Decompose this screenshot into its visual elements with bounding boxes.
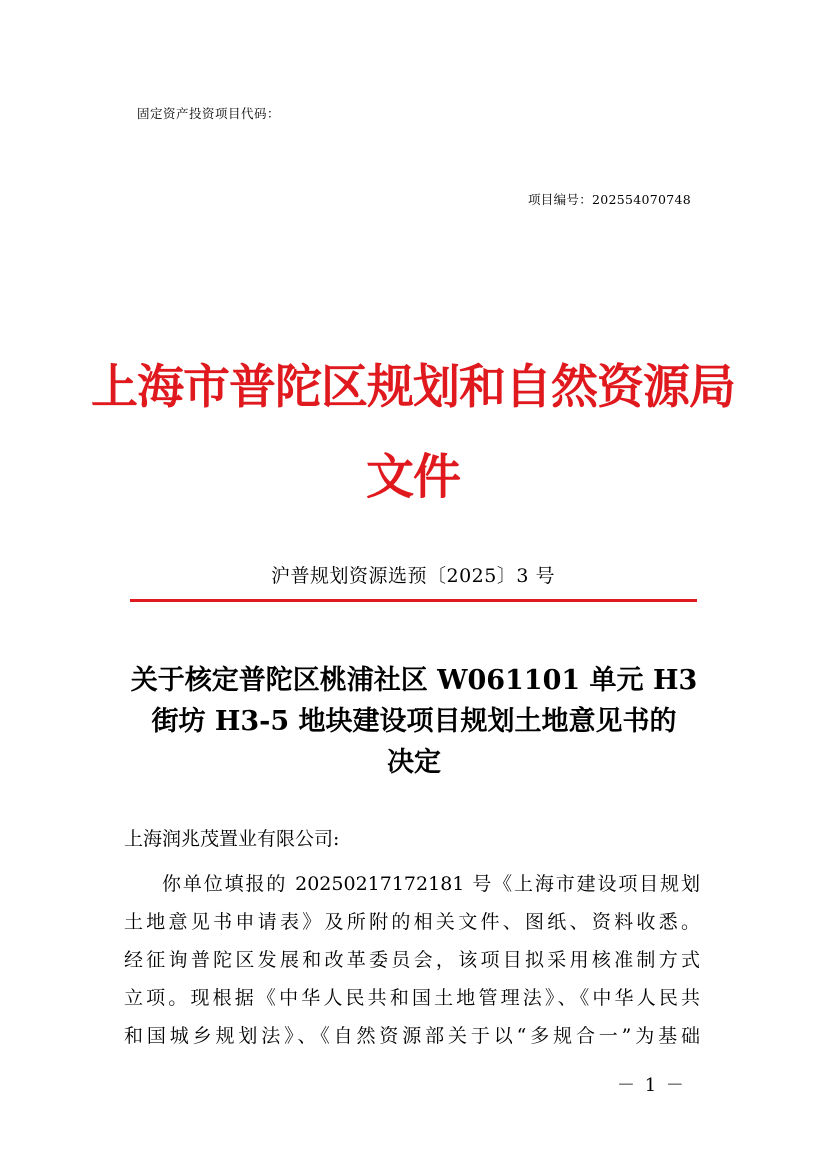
body-line: 经征询普陀区发展和改革委员会，该项目拟采用核准制方式 bbox=[124, 949, 700, 971]
body-paragraph bbox=[124, 865, 700, 1055]
title-line: 决定 bbox=[387, 747, 441, 778]
body-line: 土地意见书申请表》及所附的相关文件、图纸、资料收悉。 bbox=[124, 911, 700, 933]
addressee: 上海润兆茂置业有限公司: bbox=[124, 828, 340, 850]
document-number: 沪普规划资源选预〔2025〕3 号 bbox=[271, 565, 555, 587]
investment-code-label: 固定资产投资项目代码： bbox=[137, 106, 281, 121]
title-line: 关于核定普陀区桃浦社区 W061101 单元 H3 bbox=[130, 665, 698, 696]
page-number: － 1 － bbox=[617, 1075, 686, 1096]
issuing-authority: 上海市普陀区规划和自然资源局 bbox=[91, 360, 735, 415]
body-line: 和国城乡规划法》、《自然资源部关于以“多规合一”为基础 bbox=[124, 1025, 700, 1047]
masthead-red-rule bbox=[130, 599, 697, 602]
body-line: 立项。现根据《中华人民共和国土地管理法》、《中华人民共 bbox=[124, 987, 700, 1009]
document-title bbox=[118, 660, 710, 783]
body-line: 你单位填报的 20250217172181 号《上海市建设项目规划 bbox=[162, 873, 700, 895]
document-kind: 文件 bbox=[365, 449, 460, 505]
project-number: 项目编号：202554070748 bbox=[528, 192, 692, 207]
title-line: 街坊 H3-5 地块建设项目规划土地意见书的 bbox=[151, 706, 677, 737]
